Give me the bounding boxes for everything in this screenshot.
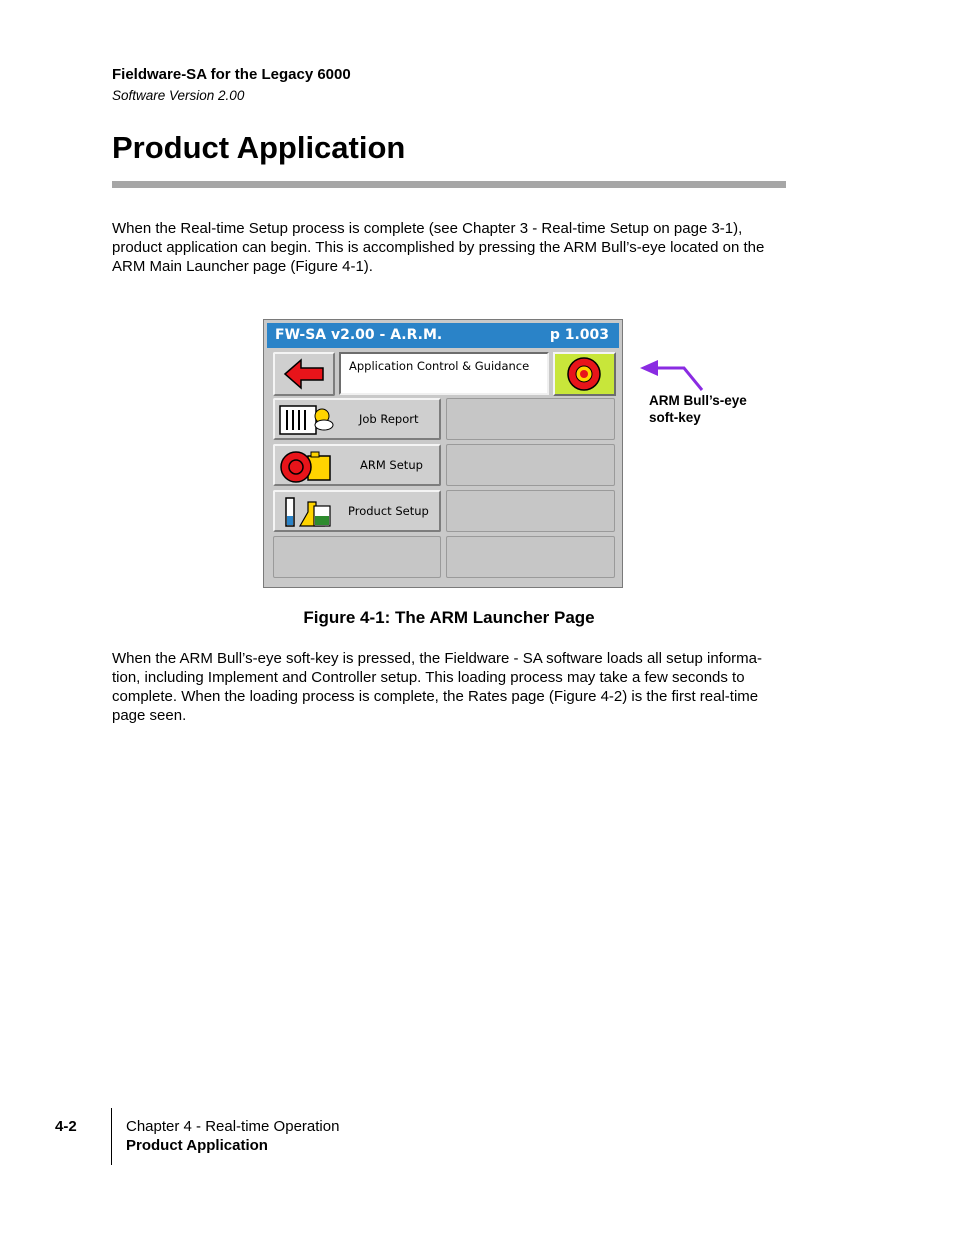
job-report-button[interactable] — [273, 398, 441, 440]
document-header-title: Fieldware-SA for the Legacy 6000 — [112, 66, 351, 83]
job-report-icon — [278, 402, 334, 438]
product-setup-button[interactable] — [273, 490, 441, 532]
arm-setup-label: ARM Setup — [360, 458, 423, 472]
bullseye-icon — [555, 354, 614, 394]
body-line: page seen. — [112, 707, 187, 724]
empty-softkey[interactable] — [446, 536, 615, 578]
empty-softkey[interactable] — [273, 536, 441, 578]
footer-page-number: 4-2 — [55, 1118, 77, 1135]
footer-chapter: Chapter 4 - Real-time Operation — [126, 1118, 340, 1135]
callout-line: soft-key — [649, 410, 701, 425]
application-control-textbox — [339, 352, 549, 395]
product-setup-label: Product Setup — [348, 504, 429, 518]
bullseye-callout-label — [649, 392, 747, 426]
body-line: complete. When the loading process is complete, the Rates page (Figure 4-2) is the first real-time — [112, 688, 759, 705]
figure-caption: Figure 4-1: The ARM Launcher Page — [303, 608, 595, 627]
empty-softkey[interactable] — [446, 444, 615, 486]
document-header-subtitle: Software Version 2.00 — [112, 88, 245, 103]
back-button[interactable] — [273, 352, 335, 396]
back-arrow-icon — [275, 354, 333, 394]
callout-arrow-icon — [636, 358, 708, 394]
textbox-label: Application Control & Guidance — [349, 359, 530, 373]
footer-section: Product Application — [126, 1137, 268, 1154]
screen-page-number: p 1.003 — [549, 327, 609, 343]
page-title: Product Application — [112, 130, 406, 165]
intro-paragraph — [112, 219, 792, 276]
footer-divider — [111, 1108, 112, 1165]
empty-softkey[interactable] — [446, 398, 615, 440]
screen-title-bar — [267, 323, 619, 348]
product-setup-icon — [278, 494, 334, 530]
body-line: tion, including Implement and Controller setup. This loading process may take a few seconds to — [112, 669, 745, 686]
callout-line: ARM Bull’s-eye — [649, 393, 747, 408]
arm-setup-icon — [278, 448, 334, 484]
arm-bullseye-softkey[interactable] — [553, 352, 616, 396]
body-line: When the ARM Bull’s-eye soft-key is pressed, the Fieldware - SA software loads all setup informa- — [112, 650, 763, 667]
arm-setup-button[interactable] — [273, 444, 441, 486]
intro-line: ARM Main Launcher page (Figure 4-1). — [112, 258, 373, 275]
title-rule — [112, 181, 786, 188]
intro-line: When the Real-time Setup process is complete (see Chapter 3 - Real-time Setup on page 3-1), — [112, 220, 743, 237]
screen-title: FW-SA v2.00 - A.R.M. — [275, 327, 443, 343]
job-report-label: Job Report — [359, 412, 419, 426]
arm-launcher-screenshot — [263, 319, 623, 588]
intro-line: product application can begin. This is accomplished by pressing the ARM Bull’s-eye located on the — [112, 239, 765, 256]
empty-softkey[interactable] — [446, 490, 615, 532]
body-paragraph — [112, 649, 792, 725]
